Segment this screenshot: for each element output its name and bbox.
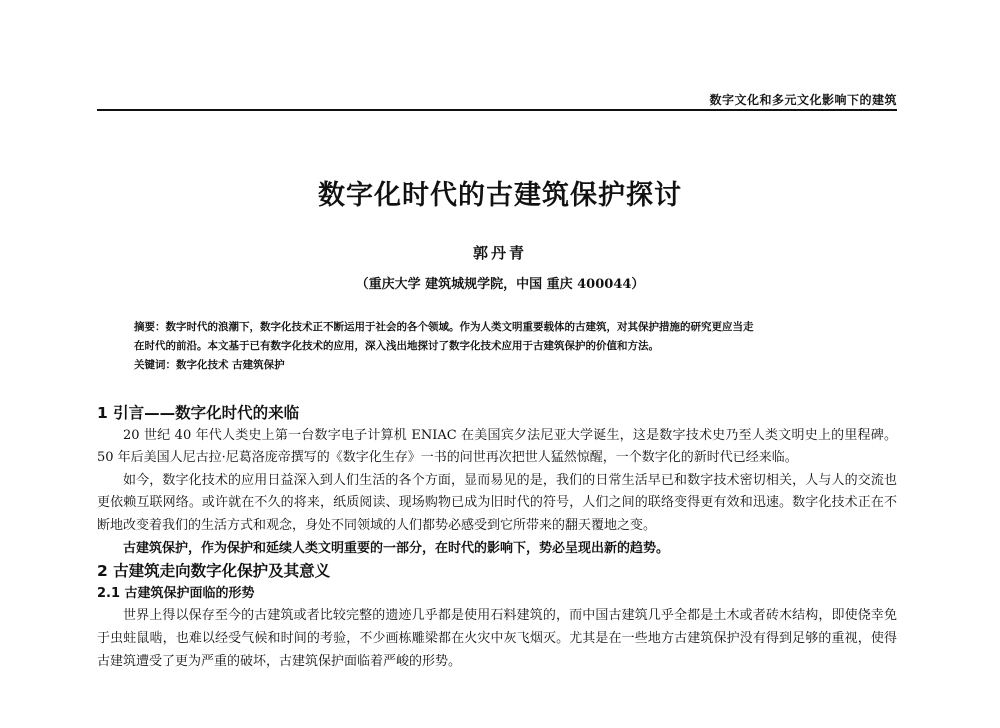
section-1-heading: 1 引言——数字化时代的来临 bbox=[97, 404, 300, 422]
keywords-text: 数字化技术 古建筑保护 bbox=[176, 359, 285, 371]
running-header: 数字文化和多元文化影响下的建筑 bbox=[709, 93, 897, 107]
article-body bbox=[97, 402, 897, 673]
section-1-paragraph-3: 古建筑保护，作为保护和延续人类文明重要的一部分，在时代的影响下，势必呈现出新的趋势。 bbox=[123, 540, 670, 556]
abstract-line-2: 在时代的前沿。本文基于已有数字化技术的应用，深入浅出地探讨了数字化技术应用于古建筑保护的价值和方法。 bbox=[134, 340, 659, 352]
section-2-1-heading: 2.1 古建筑保护面临的形势 bbox=[97, 585, 255, 601]
paper-title: 数字化时代的古建筑保护探讨 bbox=[318, 180, 682, 211]
author-affiliation: （重庆大学 建筑城规学院，中国 重庆 400044） bbox=[355, 277, 645, 292]
abstract-text-1: 数字时代的浪潮下，数字化技术正不断运用于社会的各个领域。作为人类文明重要载体的古建筑，对其保护措施的研究更应当走 bbox=[165, 321, 754, 333]
keywords-label: 关键词： bbox=[134, 359, 176, 371]
section-2-heading: 2 古建筑走向数字化保护及其意义 bbox=[97, 562, 331, 581]
keywords-line bbox=[134, 356, 874, 375]
header-rule bbox=[97, 109, 897, 111]
section-1-paragraph-1: 20 世纪 40 年代人类史上第一台数字电子计算机 ENIAC 在美国宾夕法尼亚大学诞生，这是数字技术史乃至人类文明史上的里程碑。50 年后美国人尼古拉·尼葛洛庞帝撰写的《数字化生存》一书的问世再次把世人猛然惊醒，一个数字化的新时代已经来临。 bbox=[97, 427, 897, 466]
abstract-block bbox=[134, 318, 874, 375]
author-name: 郭丹青 bbox=[472, 244, 527, 262]
section-1-paragraph-2: 如今，数字化技术的应用日益深入到人们生活的各个方面，显而易见的是，我们的日常生活早已和数字技术密切相关，人与人的交流也更依赖互联网络。或许就在不久的将来，纸质阅读、现场购物已成为旧时代的符号，人们之间的联络变得更有效和迅速。数字化技术正在不断地改变着我们的生活方式和观念，身处不同领域的人们都势必感受到它所带来的翻天覆地之变。 bbox=[97, 472, 897, 533]
abstract-label: 摘要： bbox=[134, 321, 166, 333]
abstract-line-1 bbox=[134, 318, 874, 337]
section-2-1-paragraph-1: 世界上得以保存至今的古建筑或者比较完整的遗迹几乎都是使用石料建筑的，而中国古建筑几乎全都是土木或者砖木结构，即使侥幸免于虫蛀鼠啮，也难以经受气候和时间的考验，不少画栋雕梁都在火灾中灰飞烟灭。尤其是在一些地方古建筑保护没有得到足够的重视，使得古建筑遭受了更为严重的破坏，古建筑保护面临着严峻的形势。 bbox=[97, 608, 897, 669]
